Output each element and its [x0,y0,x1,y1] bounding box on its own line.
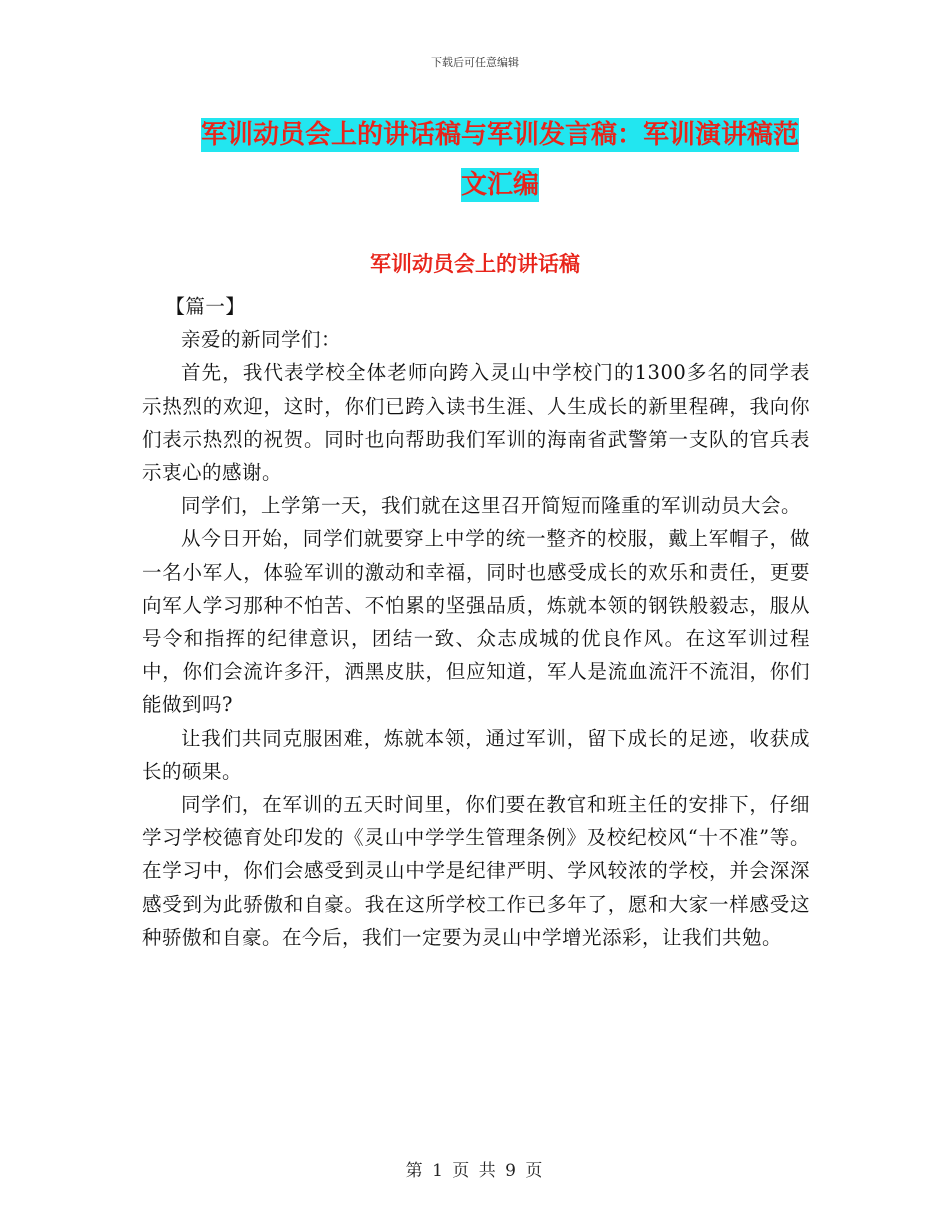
paragraph: 同学们，上学第一天，我们就在这里召开简短而隆重的军训动员大会。 [181,494,802,518]
paragraph: 让我们共同克服困难，炼就本领，通过军训，留下成长的足迹，收获成长的硕果。 [142,726,810,783]
paragraph: 首先，我代表学校全体老师向跨入灵山中学校门的1300多名的同学表示热烈的欢迎，这时，你们已跨入读书生涯、人生成长的新里程碑，我向你们表示热烈的祝贺。同时也向帮助我们军训的海南省武警第一支队的官兵表示衷心的感谢。 [142,361,810,485]
paragraph-part-label: 【篇一】 [165,295,246,318]
document-title-text: 军训动员会上的讲话稿与军训发言稿：军训演讲稿范文汇编 [200,120,799,200]
page-number-footer: 第 1 页 共 9 页 [405,1161,545,1181]
header-note: 下载后可任意编辑 [431,56,519,69]
paragraph-greeting: 亲爱的新同学们： [181,328,342,352]
section-title: 军训动员会上的讲话稿 [370,251,580,276]
document-title [190,110,810,210]
paragraph: 从今日开始，同学们就要穿上中学的统一整齐的校服，戴上军帽子，做一名小军人，体验军训的激动和幸福，同时也感受成长的欢乐和责任，更要向军人学习那种不怕苦、不怕累的坚强品质，炼就本领的钢铁般毅志，服从号令和指挥的纪律意识，团结一致、众志成城的优良作风。在这军训过程中，你们会流许多汗，洒黑皮肤，但应知道，军人是流血流汗不流泪，你们能做到吗? [142,527,810,717]
paragraph: 同学们，在军训的五天时间里，你们要在教官和班主任的安排下，仔细学习学校德育处印发的《灵山中学学生管理条例》及校纪校风“十不准”等。在学习中，你们会感受到灵山中学是纪律严明、学风较浓的学校，并会深深感受到为此骄傲和自豪。我在这所学校工作已多年了，愿和大家一样感受这种骄傲和自豪。在今后，我们一定要为灵山中学增光添彩，让我们共勉。 [142,793,810,949]
document-body [142,290,810,954]
